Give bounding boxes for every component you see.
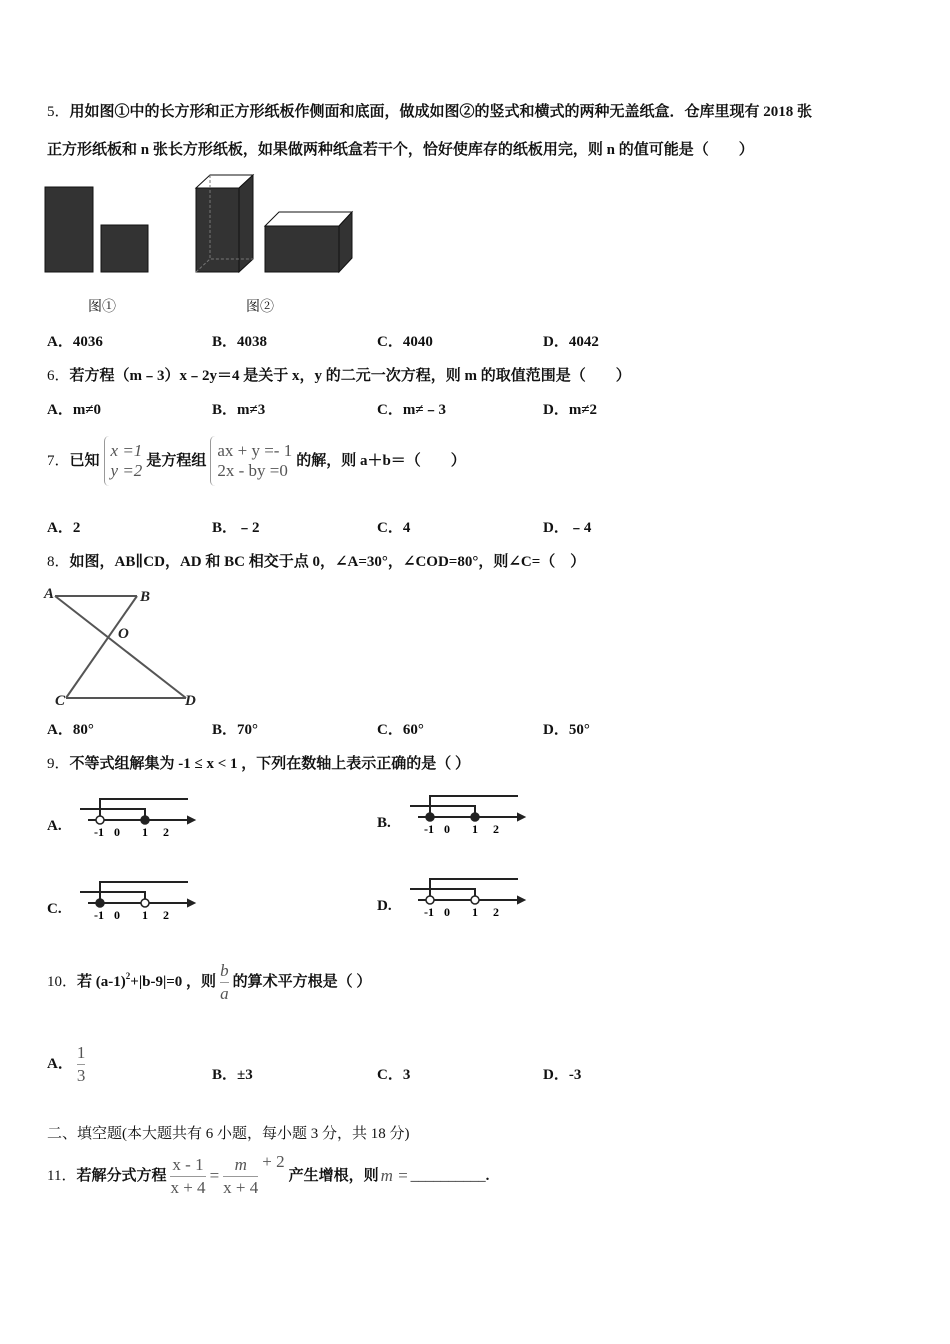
tick-label: 1 bbox=[142, 825, 148, 839]
q10-option-d[interactable]: D．-3 bbox=[543, 1067, 582, 1083]
tick-label: 1 bbox=[142, 908, 148, 922]
q8-option-b[interactable]: B．70° bbox=[212, 722, 259, 738]
open-endpoint bbox=[96, 816, 104, 824]
figure-q8-geometry bbox=[0, 0, 220, 720]
q9-number-line-d bbox=[410, 876, 540, 926]
q11-post: 产生增根，则 bbox=[288, 1168, 379, 1184]
plus-two: + 2 bbox=[262, 1152, 285, 1171]
tick-label: 0 bbox=[114, 908, 120, 922]
point-o-label: O bbox=[118, 626, 129, 642]
fraction-2: $\frac{m}{x + 4}$ bbox=[223, 1154, 259, 1197]
q11-text: 11． 若解分式方程 $\frac{x - 1}{x + 4}$ = $\frac{m}{x + 4}$ + 2 产生增根，则 m = __________ . bbox=[47, 1152, 490, 1197]
point-c-label: C bbox=[55, 693, 66, 709]
q6-option-c[interactable]: C．m≠﹣3 bbox=[377, 402, 447, 418]
q7-mid: 是方程组 bbox=[146, 453, 207, 469]
tick-label: -1 bbox=[94, 825, 104, 839]
q5-line2: 正方形纸板和 n 张长方形纸板，如果做两种纸盒若干个，恰好使库存的纸板用完，则 n 的值可能是（ ） bbox=[47, 142, 754, 158]
horizontal-box bbox=[265, 212, 352, 272]
q10-option-a[interactable]: A． bbox=[47, 1056, 73, 1072]
tick-label: 2 bbox=[493, 822, 499, 836]
tick-label: -1 bbox=[424, 822, 434, 836]
closed-endpoint bbox=[426, 813, 434, 821]
q9-option-a[interactable]: A. bbox=[47, 818, 62, 834]
q9-option-c[interactable]: C. bbox=[47, 901, 62, 917]
q7-option-b[interactable]: B．﹣2 bbox=[212, 520, 260, 536]
tick-label: 2 bbox=[163, 908, 169, 922]
open-endpoint bbox=[471, 896, 479, 904]
q7-text: 7． 已知 x =1 y =2 是方程组 ax + y =- 1 2x - by =0 的解，则 a＋b＝（ ） bbox=[47, 434, 466, 488]
tick-label: 1 bbox=[472, 822, 478, 836]
q5-option-a[interactable]: A．4036 bbox=[47, 334, 103, 350]
equals-sign: = bbox=[209, 1166, 220, 1185]
point-a-label: A bbox=[44, 586, 55, 602]
q7-equation-1: ax + y =- 1 bbox=[217, 441, 293, 460]
tick-label: -1 bbox=[424, 905, 434, 919]
q7-option-c[interactable]: C．4 bbox=[377, 520, 411, 536]
q8-option-d[interactable]: D．50° bbox=[543, 722, 590, 738]
q6-option-b[interactable]: B．m≠3 bbox=[212, 402, 266, 418]
open-endpoint bbox=[426, 896, 434, 904]
q11-variable: m = bbox=[380, 1166, 409, 1185]
q10-option-a-row bbox=[47, 1040, 89, 1088]
closed-endpoint bbox=[96, 899, 104, 907]
q10-post: 的算术平方根是（ ） bbox=[232, 974, 372, 990]
q7-equation-2: 2x - by =0 bbox=[217, 461, 288, 480]
fraction-b-over-a: $\frac{b}{a}$ bbox=[220, 960, 229, 1003]
q5-line1: 5．用如图①中的长方形和正方形纸板作侧面和底面，做成如图②的竖式和横式的两种无盖纸盒．仓库里现有 2018 张 bbox=[47, 104, 813, 120]
q8-option-a[interactable]: A．80° bbox=[47, 722, 94, 738]
closed-endpoint bbox=[471, 813, 479, 821]
fraction-one-third: $\frac{1}{3}$ bbox=[76, 1042, 86, 1085]
open-endpoint bbox=[141, 899, 149, 907]
q6-option-d[interactable]: D．m≠2 bbox=[543, 402, 598, 418]
q7-option-a[interactable]: A．2 bbox=[47, 520, 81, 536]
q7-system bbox=[217, 441, 292, 481]
tick-label: 2 bbox=[493, 905, 499, 919]
q9-number-line-b bbox=[410, 793, 540, 843]
q7-solution-y: y =2 bbox=[110, 461, 143, 480]
q5-option-d[interactable]: D．4042 bbox=[543, 334, 599, 350]
figure-2-label: 图② bbox=[246, 300, 274, 315]
q6-option-a[interactable]: A．m≠0 bbox=[47, 402, 102, 418]
q6-text: 6．若方程（m﹣3）x﹣2y＝4 是关于 x，y 的二元一次方程，则 m 的取值范围是（ ） bbox=[47, 368, 631, 384]
tick-label: 2 bbox=[163, 825, 169, 839]
point-d-label: D bbox=[185, 693, 196, 709]
q9-option-b[interactable]: B. bbox=[377, 815, 391, 831]
answer-blank[interactable]: __________ bbox=[410, 1168, 486, 1184]
q8-option-c[interactable]: C．60° bbox=[377, 722, 424, 738]
q7-solution-x: x =1 bbox=[110, 441, 143, 460]
q5-option-c[interactable]: C．4040 bbox=[377, 334, 433, 350]
q7-option-d[interactable]: D．﹣4 bbox=[543, 520, 592, 536]
q7-post: 的解，则 a＋b＝（ ） bbox=[296, 453, 466, 469]
q9-text: 9．不等式组解集为 -1 ≤ x < 1 ，下列在数轴上表示正确的是（ ） bbox=[47, 756, 471, 772]
q10-option-c[interactable]: C．3 bbox=[377, 1067, 411, 1083]
q10-text: 10． 若 (a-1) $^2$ +|b-9|=0 ，则 $\frac{b}{a}$ 的算术平方根是（ ） bbox=[47, 960, 372, 1003]
q9-number-line-c bbox=[80, 879, 210, 929]
tick-label: -1 bbox=[94, 908, 104, 922]
q9-option-d[interactable]: D. bbox=[377, 898, 392, 914]
q9-number-line-a bbox=[80, 796, 210, 846]
point-b-label: B bbox=[140, 589, 151, 605]
tick-label: 0 bbox=[444, 822, 450, 836]
tick-label: 0 bbox=[444, 905, 450, 919]
q5-option-b[interactable]: B．4038 bbox=[212, 334, 268, 350]
q8-text: 8．如图，AB∥CD，AD 和 BC 相交于点 0，∠A=30°，∠COD=80°，则∠C=（ ） bbox=[47, 554, 586, 570]
section-2-heading: 二、填空题(本大题共有 6 小题，每小题 3 分，共 18 分) bbox=[47, 1126, 410, 1142]
tick-label: 1 bbox=[472, 905, 478, 919]
period: . bbox=[485, 1168, 490, 1184]
figure-1-label: 图① bbox=[88, 300, 116, 315]
fraction-1: $\frac{x - 1}{x + 4}$ bbox=[170, 1154, 206, 1197]
q10-option-b[interactable]: B．±3 bbox=[212, 1067, 253, 1083]
closed-endpoint bbox=[141, 816, 149, 824]
tick-label: 0 bbox=[114, 825, 120, 839]
